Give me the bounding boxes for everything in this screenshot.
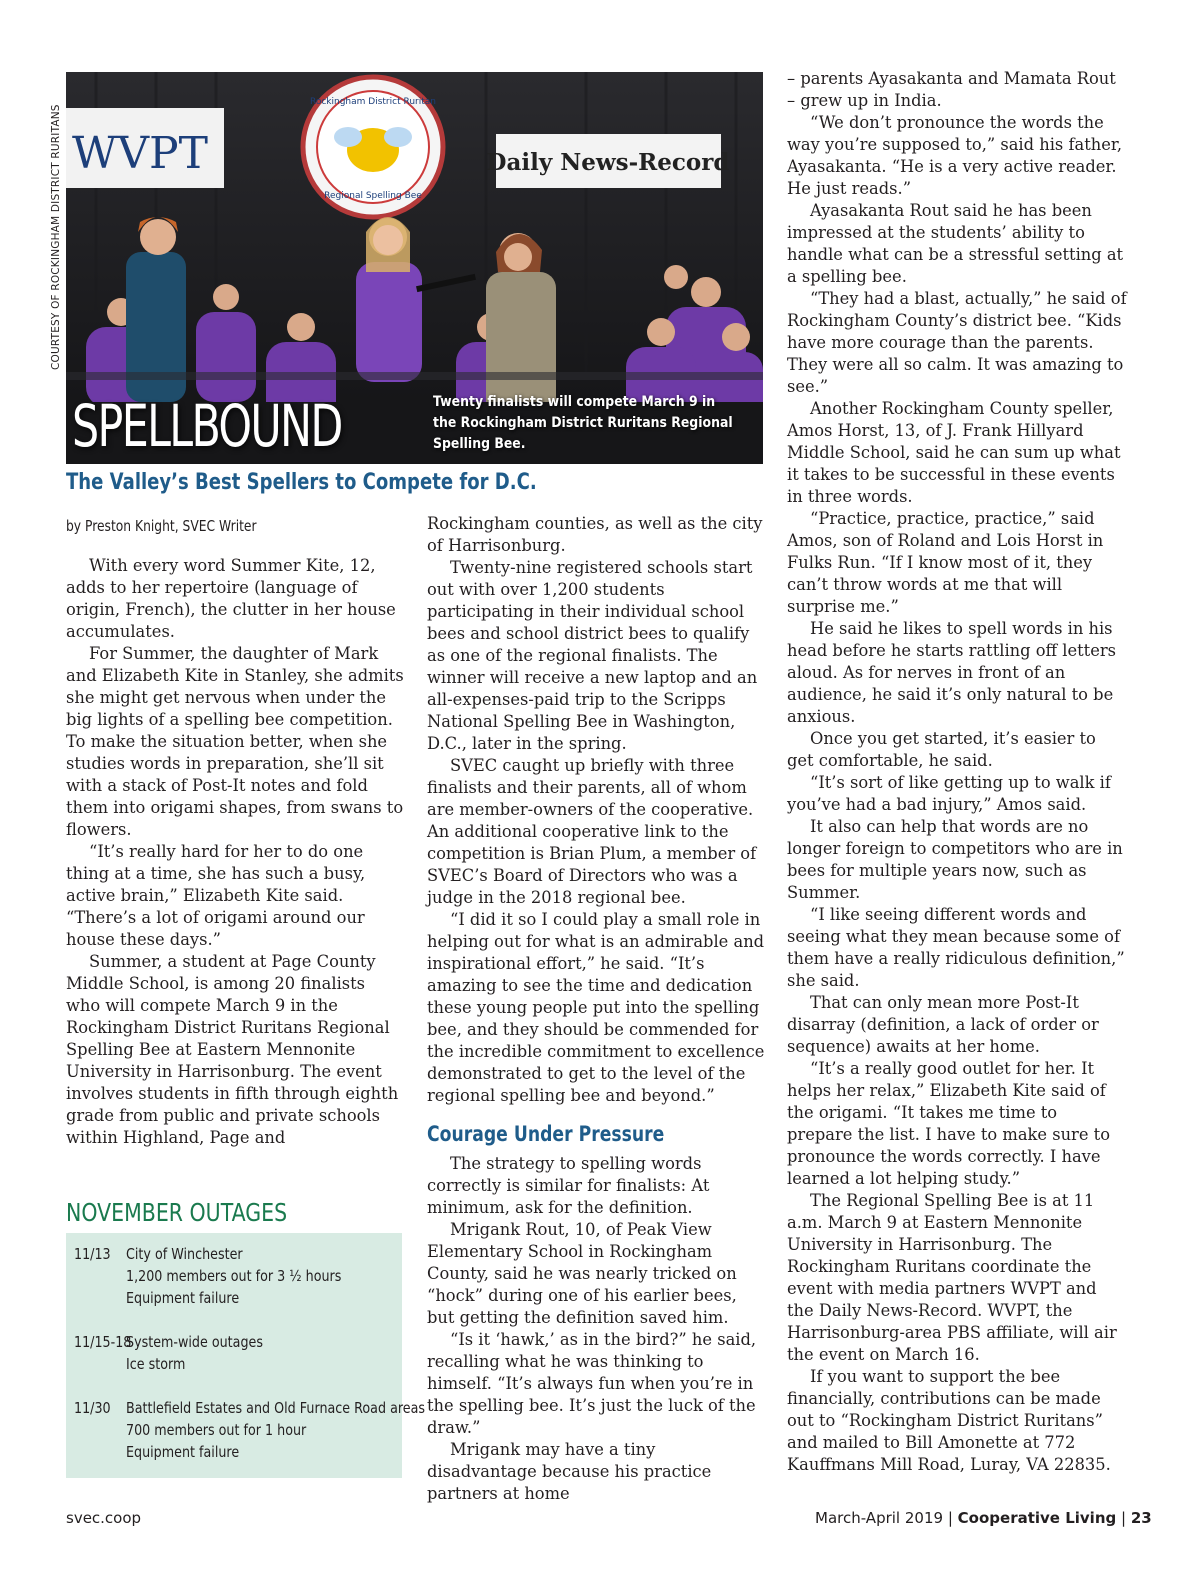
section-heading: Courage Under Pressure — [427, 1122, 665, 1146]
paragraph: Mrigank may have a tiny disadvantage because his practice partners at home — [427, 1440, 712, 1503]
outage-line: System-wide outages — [126, 1333, 263, 1351]
paragraph: Summer, a student at Page County Middle School, is among 20 finalists who will compete March 9 in the Rockingham District Ruritans Regional Spelling Bee at Eastern Mennonite University in Harrisonburg. The event involves students in fifth through eighth grade from public and private schools within Highland, Page and — [66, 952, 399, 1147]
ruritan-sign-top: Rockingham District Ruritan — [310, 97, 436, 107]
ruritan-sign-bottom: Regional Spelling Bee — [324, 191, 422, 201]
footer-magazine-name: Cooperative Living — [957, 1509, 1117, 1527]
byline: by Preston Knight, SVEC Writer — [66, 517, 257, 535]
outage-date: 11/15-18 — [74, 1333, 132, 1351]
footer-issue-date: March-April 2019 — [815, 1509, 944, 1527]
paragraph: It also can help that words are no longer foreign to competitors who are in bees for multiple years now, such as Summer. — [787, 817, 1123, 902]
outage-line: City of Winchester — [126, 1245, 243, 1263]
paragraph: Twenty-nine registered schools start out with over 1,200 students participating in their individual school bees and school district bees to qualify as one of the regional finalists. The winner will receive a new laptop and an all-expenses-paid trip to the Scripps National Spelling Bee in Washington, D.C., later in the spring. — [427, 558, 758, 753]
paragraph: Rockingham counties, as well as the city of Harrisonburg. — [427, 514, 763, 555]
paragraph: “They had a blast, actually,” he said of Rockingham County’s district bee. “Kids have more courage than the parents. They were all so calm. It was amazing to see.” — [787, 289, 1127, 396]
paragraph: Another Rockingham County speller, Amos Horst, 13, of J. Frank Hillyard Middle School, said he can sum up what it takes to be successful in these events in three words. — [787, 399, 1121, 506]
paragraph: For Summer, the daughter of Mark and Elizabeth Kite in Stanley, she admits she might get nervous when under the big lights of a spelling bee competition. To make the situation better, when she studies words in preparation, she’ll sit with a stack of Post-It notes and fold them into origami shapes, from swans to flowers. — [66, 644, 404, 839]
paragraph: “We don’t pronounce the words the way you’re supposed to,” said his father, Ayasakanta. “He is a very active reader. He just reads.” — [787, 113, 1123, 198]
paragraph: “It’s really hard for her to do one thing at a time, she has such a busy, active brain,” Elizabeth Kite said. “There’s a lot of origami around our house these days.” — [66, 842, 366, 949]
footer-website: svec.coop — [66, 1509, 142, 1527]
outage-line: 700 members out for 1 hour — [126, 1421, 307, 1439]
article-subtitle: The Valley’s Best Spellers to Compete for D.C. — [66, 470, 537, 495]
paragraph: “It’s a really good outlet for her. It helps her relax,” Elizabeth Kite said of the origami. “It takes me time to prepare the list. I have to make sure to pronounce the words correctly. I have learned a lot helping study.” — [787, 1059, 1110, 1188]
outage-date: 11/30 — [74, 1399, 111, 1417]
paragraph: “I like seeing different words and seeing what they mean because some of them have a really ridiculous definition,” she said. — [787, 905, 1125, 990]
paragraph: Ayasakanta Rout said he has been impressed at the students’ ability to handle what can be a stressful setting at a spelling bee. — [787, 201, 1124, 286]
paragraph: He said he likes to spell words in his head before he starts rattling off letters aloud. As for nerves in front of an audience, he said it’s only natural to be anxious. — [787, 619, 1116, 726]
footer-separator: | — [947, 1509, 953, 1527]
paragraph: “It’s sort of like getting up to walk if you’ve had a bad injury,” Amos said. — [787, 773, 1111, 814]
outage-line: Battlefield Estates and Old Furnace Road areas — [126, 1399, 426, 1417]
paragraph: Once you get started, it’s easier to get comfortable, he said. — [787, 729, 1096, 770]
paragraph: “I did it so I could play a small role in helping out for what is an admirable and inspirational effort,” he said. “It’s amazing to see the time and dedication these young people put into the spelling bee, and they should be commended for the incredible commitment to excellence demonstrated to get to the level of the regional spelling bee and beyond.” — [427, 910, 765, 1105]
paragraph: The strategy to spelling words correctly is similar for finalists: At minimum, ask for the definition. — [427, 1154, 710, 1217]
paragraph: If you want to support the bee financially, contributions can be made out to “Rockingham District Ruritans” and mailed to Bill Amonette at 772 Kauffmans Mill Road, Luray, VA 22835. — [787, 1367, 1111, 1474]
footer-issue — [815, 1509, 1152, 1527]
article-column-2 — [427, 513, 765, 1505]
outage-line: Ice storm — [126, 1355, 186, 1373]
wvpt-sign-text: WVPT — [72, 128, 208, 179]
paragraph: SVEC caught up briefly with three finalists and their parents, all of whom are member-owners of the cooperative. An additional cooperative link to the competition is Brian Plum, a member of SVEC’s Board of Directors who was a judge in the 2018 regional bee. — [427, 756, 757, 907]
paragraph: That can only mean more Post-It disarray (definition, a lack of order or sequence) awaits at her home. — [787, 993, 1099, 1056]
footer-separator: | — [1121, 1509, 1127, 1527]
paragraph: “Practice, practice, practice,” said Amos, son of Roland and Lois Horst in Fulks Run. “If I know most of it, they can’t throw words at me that will surprise me.” — [787, 509, 1104, 616]
outage-line: Equipment failure — [126, 1289, 240, 1307]
outages-table — [66, 1233, 426, 1478]
outage-line: 1,200 members out for 3 ½ hours — [126, 1267, 342, 1285]
outages-title: NOVEMBER OUTAGES — [66, 1198, 288, 1227]
photo-caption: Twenty finalists will compete March 9 in the Rockingham District Ruritans Regional Spelling Bee. — [433, 394, 733, 452]
paragraph: The Regional Spelling Bee is at 11 a.m. March 9 at Eastern Mennonite University in Harrisonburg. The Rockingham Ruritans coordinate the event with media partners WVPT and the Daily News-Record. WVPT, the Harrisonburg-area PBS affiliate, will air the event on March 16. — [787, 1191, 1117, 1364]
outage-line: Equipment failure — [126, 1443, 240, 1461]
newsrecord-sign-text: Daily News-Record — [486, 149, 730, 176]
headline: SPELLBOUND — [72, 392, 342, 460]
article-column-3 — [787, 68, 1127, 1476]
paragraph: “Is it ‘hawk,’ as in the bird?” he said, recalling what he was thinking to himself. “It’s always fun when you’re in the spelling bee. It’s just the luck of the draw.” — [427, 1330, 757, 1437]
paragraph: With every word Summer Kite, 12, adds to her repertoire (language of origin, French), the clutter in her house accumulates. — [66, 556, 396, 641]
photo-credit: COURTESY OF ROCKINGHAM DISTRICT RURITANS — [50, 104, 62, 370]
page-number: 23 — [1130, 1509, 1152, 1527]
outage-date: 11/13 — [74, 1245, 111, 1263]
article-column-1 — [66, 555, 404, 1149]
paragraph: – parents Ayasakanta and Mamata Rout – grew up in India. — [787, 69, 1116, 110]
paragraph: Mrigank Rout, 10, of Peak View Elementary School in Rockingham County, said he was nearly tricked on “hock” during one of his earlier bees, but getting the definition saved him. — [427, 1220, 737, 1327]
